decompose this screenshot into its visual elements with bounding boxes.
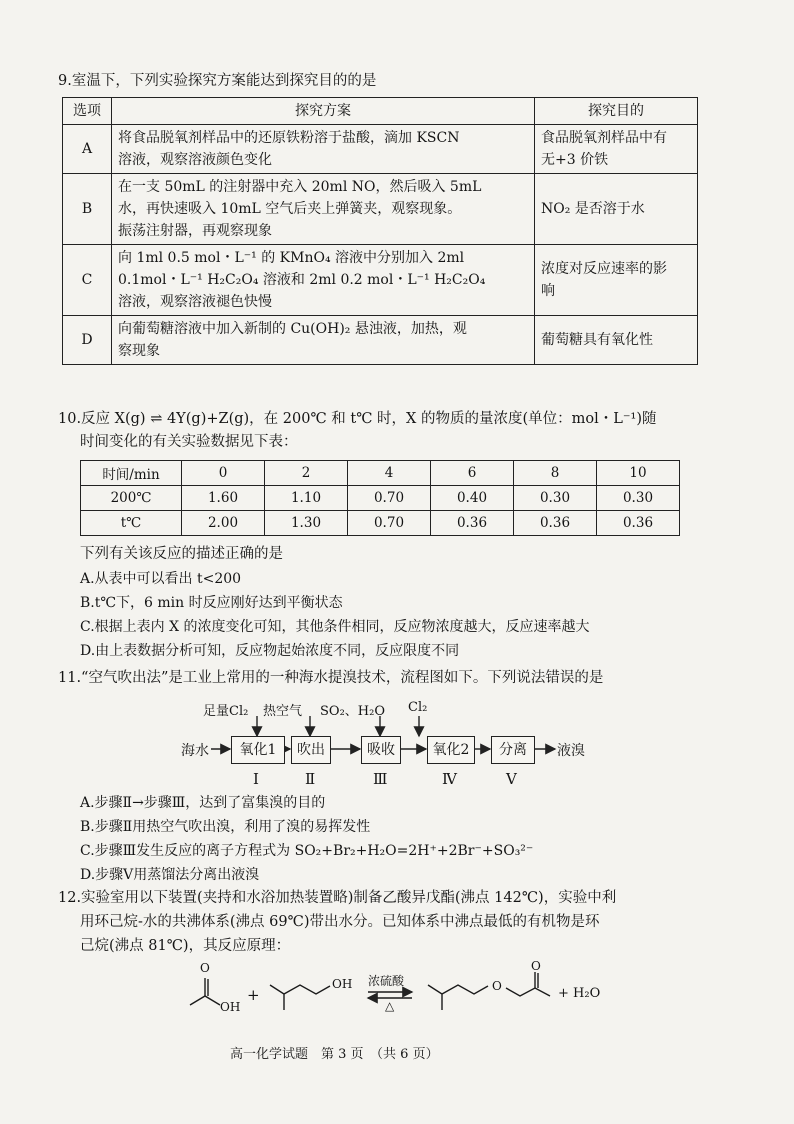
alcohol-oh-label: OH [332, 977, 353, 991]
acetic-acid-oh-label: OH [220, 1000, 241, 1014]
q10-prompt: 下列有关该反应的描述正确的是 [80, 546, 283, 562]
table-cell: 0.40 [431, 486, 514, 511]
flow-step-box: 氧化2 [427, 736, 475, 764]
plan-line: 溶液，观察溶液颜色变化 [118, 152, 272, 168]
table-cell: 0.30 [597, 486, 680, 511]
heat-condition-label: △ [385, 999, 395, 1013]
purpose-line: 浓度对反应速率的影 [541, 261, 667, 277]
option-label: A [63, 125, 112, 174]
table-cell: 2.00 [182, 511, 265, 536]
table-header-cell: 选项 [63, 98, 112, 125]
q10-option-d: D.由上表数据分析可知，反应物起始浓度不同，反应限度不同 [80, 643, 460, 659]
purpose-line: 葡萄糖具有氧化性 [541, 332, 653, 348]
ester-skeleton-right [506, 988, 550, 996]
table-cell: 0.36 [597, 511, 680, 536]
ester-o-label: O [492, 979, 502, 993]
flow-step-box: 吸收 [361, 736, 401, 764]
table-cell: 6 [431, 461, 514, 486]
q11-option-b: B.步骤Ⅱ用热空气吹出溴，利用了溴的易挥发性 [80, 819, 371, 835]
table-cell: 0.70 [348, 486, 431, 511]
q10-stem-line2: 时间变化的有关实验数据见下表： [80, 434, 298, 450]
ester-skeleton-left [428, 985, 488, 1010]
water-product-label: + H₂O [558, 986, 601, 1001]
plan-line: 溶液，观察溶液褪色快慢 [118, 294, 272, 310]
flow-output: 液溴 [557, 743, 585, 759]
q10-stem-line1: 10.反应 X(g) ⇌ 4Y(g)+Z(g)，在 200℃ 和 t℃ 时，X 的物质的量浓度(单位：mol・L⁻¹)随 [58, 411, 657, 427]
q11-option-a: A.步骤Ⅱ→步骤Ⅲ，达到了富集溴的目的 [80, 795, 326, 811]
purpose-line: 响 [541, 283, 555, 299]
option-label: D [63, 316, 112, 365]
purpose-line: NO₂ 是否溶于水 [541, 201, 645, 217]
acetic-acid-skeleton [190, 996, 220, 1005]
plan-line: 向 1ml 0.5 mol・L⁻¹ 的 KMnO₄ 溶液中分别加入 2ml [118, 250, 465, 266]
q11-option-d: D.步骤Ⅴ用蒸馏法分离出液溴 [80, 867, 260, 883]
reagent-label: 足量Cl₂ [203, 704, 249, 719]
table-cell: 0.36 [431, 511, 514, 536]
plus-sign: + [247, 986, 260, 1004]
table-cell: 0.30 [514, 486, 597, 511]
table-cell: 1.30 [265, 511, 348, 536]
option-label: C [63, 245, 112, 316]
q11-stem: 11.“空气吹出法”是工业上常用的一种海水提溴技术，流程图如下。下列说法错误的是 [58, 670, 604, 686]
step-number: Ⅳ [442, 770, 457, 788]
table-cell: 时间/min [81, 461, 182, 486]
page-footer: 高一化学试题 第 3 页 （共 6 页） [230, 1047, 439, 1062]
flow-step-box: 氧化1 [231, 736, 285, 764]
flow-step-box: 吹出 [291, 736, 331, 764]
q9-stem: 9.室温下，下列实验探究方案能达到探究目的的是 [58, 73, 377, 89]
table-cell: 1.60 [182, 486, 265, 511]
isoamyl-alcohol-skeleton [270, 985, 330, 1010]
ester-carbonyl-o-label: O [531, 959, 541, 973]
reaction-scheme [0, 960, 794, 1030]
q12-line3: 己烷(沸点 81℃)，其反应原理： [80, 938, 291, 954]
step-number: Ⅱ [305, 770, 316, 788]
step-number: Ⅲ [373, 770, 388, 788]
plan-line: 向葡萄糖溶液中加入新制的 Cu(OH)₂ 悬浊液，加热，观 [118, 321, 467, 337]
table-cell: 10 [597, 461, 680, 486]
plan-line: 水，再快速吸入 10mL 空气后夹上弹簧夹，观察现象。 [118, 201, 462, 217]
plan-line: 察现象 [118, 343, 160, 359]
q11-option-c: C.步骤Ⅲ发生反应的离子方程式为 SO₂+Br₂+H₂O=2H⁺+2Br⁻+SO₃²⁻ [80, 843, 534, 859]
flow-step-box: 分离 [491, 736, 535, 764]
plan-line: 振荡注射器，再观察现象 [118, 223, 272, 239]
table-header-cell: 探究目的 [535, 98, 698, 125]
table-cell: 200℃ [81, 486, 182, 511]
purpose-line: 食品脱氧剂样品中有 [541, 130, 667, 146]
q12-line2: 用环己烷-水的共沸体系(沸点 69℃)带出水分。已知体系中沸点最低的有机物是环 [80, 914, 600, 930]
table-cell: t℃ [81, 511, 182, 536]
reagent-label: 热空气 [263, 704, 303, 719]
table-header-cell: 探究方案 [112, 98, 535, 125]
table-cell: 2 [265, 461, 348, 486]
table-cell: 1.10 [265, 486, 348, 511]
table-cell: 0 [182, 461, 265, 486]
catalyst-label: 浓硫酸 [368, 974, 405, 988]
q10-option-b: B.t℃下，6 min 时反应刚好达到平衡状态 [80, 595, 343, 611]
reagent-label: Cl₂ [408, 700, 428, 715]
plan-line: 0.1mol・L⁻¹ H₂C₂O₄ 溶液和 2ml 0.2 mol・L⁻¹ H₂C₂O₄ [118, 272, 486, 288]
purpose-line: 无+3 价铁 [541, 152, 609, 168]
flow-input: 海水 [181, 743, 209, 759]
table-cell: 0.70 [348, 511, 431, 536]
table-cell: 0.36 [514, 511, 597, 536]
reagent-label: SO₂、H₂O [320, 704, 385, 719]
step-number: Ⅴ [506, 770, 517, 788]
table-cell: 8 [514, 461, 597, 486]
table-cell: 4 [348, 461, 431, 486]
q10-option-c: C.根据上表内 X 的浓度变化可知，其他条件相同，反应物浓度越大，反应速率越大 [80, 619, 590, 635]
plan-line: 在一支 50mL 的注射器中充入 20ml NO，然后吸入 5mL [118, 179, 482, 195]
option-label: B [63, 174, 112, 245]
plan-line: 将食品脱氧剂样品中的还原铁粉溶于盐酸，滴加 KSCN [118, 130, 460, 146]
q12-line1: 12.实验室用以下装置(夹持和水浴加热装置略)制备乙酸异戊酯(沸点 142℃)，实验中利 [58, 890, 617, 906]
step-number: Ⅰ [253, 770, 259, 788]
acetic-acid-o-label: O [200, 961, 210, 975]
q10-option-a: A.从表中可以看出 t<200 [80, 571, 242, 587]
